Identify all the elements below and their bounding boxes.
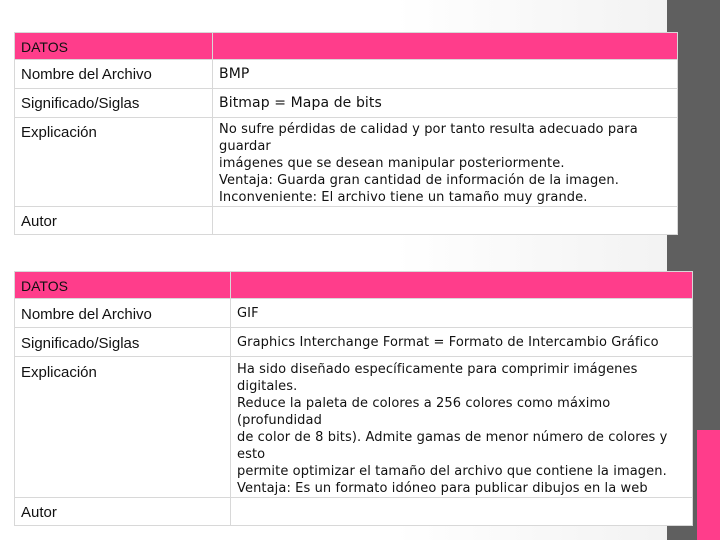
label-cell xyxy=(15,328,231,357)
row-label: Nombre del Archivo xyxy=(21,306,152,323)
label-cell xyxy=(15,498,231,526)
row-value: Bitmap = Mapa de bits xyxy=(219,95,382,111)
label-cell xyxy=(15,118,213,207)
value-cell xyxy=(231,498,693,526)
explanation-line: Reduce la paleta de colores a 256 colores como máximo (profundidad xyxy=(237,396,611,428)
table-row xyxy=(15,60,678,89)
table-row xyxy=(15,207,678,235)
table-gif xyxy=(14,271,693,526)
header-cell xyxy=(15,272,231,299)
table-bmp xyxy=(14,32,678,235)
value-cell xyxy=(213,118,678,207)
explanation-line: de color de 8 bits). Admite gamas de menor número de colores y esto xyxy=(237,430,668,462)
row-label: Explicación xyxy=(21,124,97,141)
table-row xyxy=(15,498,693,526)
label-cell xyxy=(15,89,213,118)
label-cell xyxy=(15,207,213,235)
explanation-line: imágenes que se desean manipular posteriormente. xyxy=(219,156,565,171)
value-cell xyxy=(231,357,693,498)
label-cell xyxy=(15,60,213,89)
table-row xyxy=(15,118,678,207)
table-row xyxy=(15,89,678,118)
label-cell xyxy=(15,357,231,498)
explanation-text xyxy=(237,357,686,497)
explanation-line: permite optimizar el tamaño del archivo que contiene la imagen. xyxy=(237,464,667,479)
label-cell xyxy=(15,299,231,328)
row-value: GIF xyxy=(237,306,259,321)
value-cell xyxy=(213,60,678,89)
value-cell xyxy=(213,89,678,118)
row-label: Explicación xyxy=(21,364,97,381)
header-label: DATOS xyxy=(21,278,68,294)
table-row xyxy=(15,357,693,498)
explanation-line: Ha sido diseñado específicamente para comprimir imágenes digitales. xyxy=(237,362,638,394)
explanation-text xyxy=(219,118,671,206)
side-accent xyxy=(697,430,720,540)
row-label: Significado/Siglas xyxy=(21,95,140,112)
row-label: Nombre del Archivo xyxy=(21,66,152,83)
row-value: Graphics Interchange Format = Formato de Intercambio Gráfico xyxy=(237,335,659,350)
table-row xyxy=(15,328,693,357)
header-cell-empty xyxy=(213,33,678,60)
value-cell xyxy=(213,207,678,235)
row-label: Autor xyxy=(21,504,57,521)
explanation-line: Ventaja: Es un formato idóneo para publicar dibujos en la web xyxy=(237,481,648,496)
table-header-row xyxy=(15,33,678,60)
table-row xyxy=(15,299,693,328)
explanation-line: Ventaja: Guarda gran cantidad de información de la imagen. xyxy=(219,173,619,188)
value-cell xyxy=(231,328,693,357)
header-label: DATOS xyxy=(21,39,68,55)
header-cell-empty xyxy=(231,272,693,299)
value-cell xyxy=(231,299,693,328)
explanation-line: No sufre pérdidas de calidad y por tanto resulta adecuado para guardar xyxy=(219,122,638,154)
row-value: BMP xyxy=(219,66,250,82)
explanation-line: Inconveniente: El archivo tiene un tamaño muy grande. xyxy=(219,190,588,205)
header-cell xyxy=(15,33,213,60)
row-label: Autor xyxy=(21,213,57,230)
row-label: Significado/Siglas xyxy=(21,335,140,352)
table-header-row xyxy=(15,272,693,299)
